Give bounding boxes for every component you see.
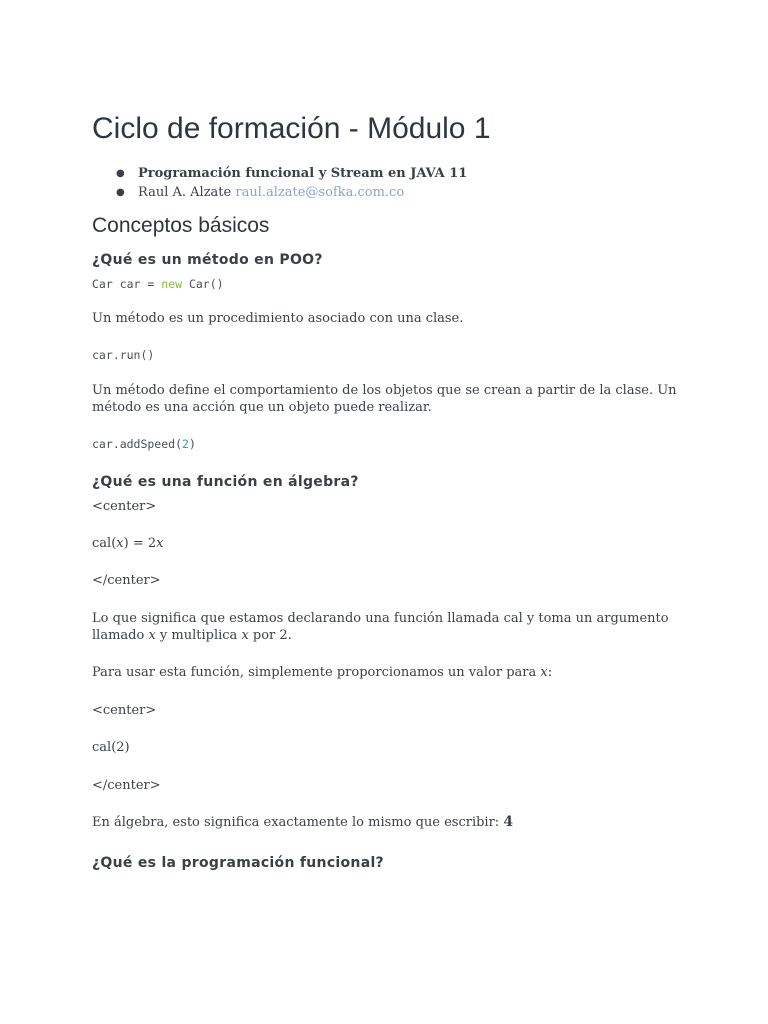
code-new-car: [92, 277, 224, 291]
paragraph-text: por 2.: [248, 628, 292, 643]
center-open-tag: <center>: [92, 703, 157, 718]
formula-text: ) = 2: [123, 536, 157, 551]
list-item: [92, 183, 467, 202]
info-list: [92, 164, 467, 202]
result-value: 4: [503, 814, 514, 830]
code-text: ): [188, 437, 196, 451]
center-close-tag: </center>: [92, 573, 161, 588]
paragraph-text: Lo que significa que estamos declarando una función llamada cal y toma un argumento llamado: [92, 611, 669, 643]
author-name: Raul A. Alzate: [138, 185, 232, 200]
center-close-tag: </center>: [92, 778, 161, 793]
paragraph-funcion-result: [92, 814, 682, 831]
center-open-tag: <center>: [92, 499, 157, 514]
bullet-icon: ●: [116, 168, 125, 179]
code-text: Car(): [182, 277, 224, 291]
formula-text: cal(: [92, 536, 117, 551]
heading-programacion: ¿Qué es la programación funcional?: [92, 855, 384, 871]
heading-funcion: ¿Qué es una función en álgebra?: [92, 474, 359, 490]
formula-variable: x: [540, 665, 548, 680]
formula-variable: x: [116, 536, 124, 551]
author-email-link[interactable]: raul.alzate@sofka.com.co: [235, 185, 405, 200]
formula-variable: x: [148, 628, 156, 643]
heading-metodo: ¿Qué es un método en POO?: [92, 252, 323, 268]
code-car-run: car.run(): [92, 348, 155, 362]
paragraph-metodo-behavior: Un método define el comportamiento de los objetos que se crean a partir de la clase. Un método es una acción que un objeto puede realizar.: [92, 383, 677, 415]
code-add-speed: [92, 437, 196, 451]
paragraph-metodo-def: Un método es un procedimiento asociado con una clase.: [92, 311, 464, 326]
code-text: Car car =: [92, 277, 162, 291]
paragraph-funcion-usage: [92, 664, 682, 681]
list-item: [92, 164, 467, 183]
course-topic: Programación funcional y Stream en JAVA 11: [138, 166, 468, 181]
section-title: Conceptos básicos: [92, 214, 270, 237]
function-call: cal(2): [92, 740, 130, 755]
page-title: Ciclo de formación - Módulo 1: [92, 112, 491, 145]
code-keyword: new: [161, 277, 183, 291]
paragraph-text: :: [547, 665, 553, 680]
formula-variable: x: [156, 536, 164, 551]
bullet-icon: ●: [116, 187, 125, 198]
formula-variable: x: [241, 628, 249, 643]
paragraph-text: En álgebra, esto significa exactamente lo mismo que escribir:: [92, 815, 504, 830]
code-number: 2: [182, 437, 189, 451]
code-text: car.addSpeed(: [92, 437, 183, 451]
paragraph-text: Para usar esta función, simplemente proporcionamos un valor para: [92, 665, 541, 680]
paragraph-text: y multiplica: [155, 628, 242, 643]
formula: [92, 535, 682, 552]
paragraph-funcion-meaning: [92, 610, 682, 644]
